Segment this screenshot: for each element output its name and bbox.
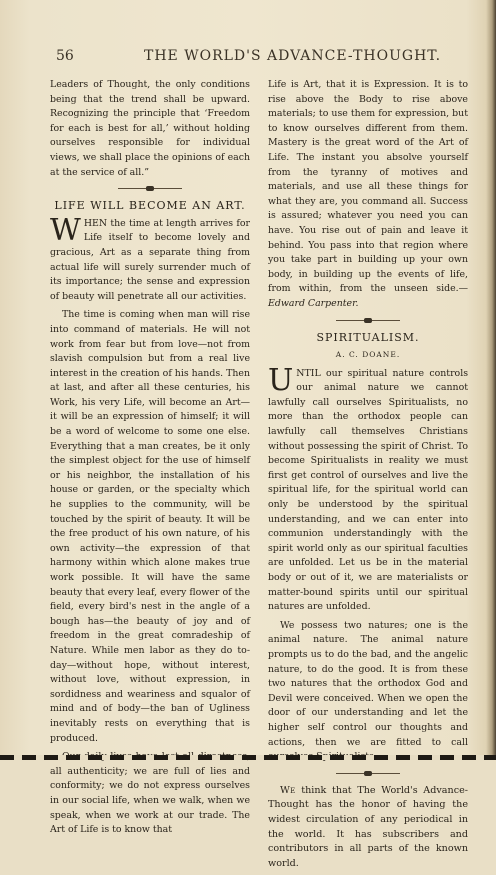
- section-divider: [336, 773, 400, 774]
- closing-note: [268, 784, 468, 872]
- page-edge-shadow: [486, 0, 496, 760]
- spiritualism-paragraph-1: [268, 362, 468, 615]
- section-divider: [118, 188, 182, 189]
- art-paragraph-1-text: HEN the time at length arrives for Life itself to become lovely and gracious, Art as a separate thing from actual life will surely surrender much of its importance; the sense and expression of beauty will penetrate all our activities.: [50, 217, 250, 302]
- art-paragraph-2: The time is coming when man will rise into command of materials. He will not work from fear but from love—not from slavish compulsion but from a real live interest in the creation of his hands. Then at last, and after all these centuries, his Work, his very Life, will become an Art—it will be an expression of himself; it will be a word of welcome to some one else. Everything that a man creates, be it only the simplest object for the use of himself or his neighbor, the installation of his house or garden, or the specialty which he supplies to the community, will be touched by the spirit of beauty. It will be the free product of his own nature, of his own activity—the expression of that harmony within which alone makes true work possible. It will have the same beauty that every leaf, every flower of the field, every bird's nest in the angle of a bough has—the beauty of joy and of freedom in the great comradeship of Nature. While men labor as they do to-day—without hope, without interest, without love, without expression, in sordidness and weariness and squalor of mind and of body—the ban of Ugliness inevitably rests on everything that is produced.: [50, 309, 250, 744]
- intro-paragraph: Leaders of Thought, the only conditions being that the trend shall be upward. Recognizing the principle that ‘Freedom for each is best for all,’ without holding ourselves responsible for individual views, we shall place the opinions of each at the service of all.”: [50, 79, 250, 178]
- spiritualism-paragraph-1-text: NTIL our spiritual nature controls our animal nature we cannot lawfully call ourselves Spiritualists, no more than the orthodox people can lawfully call themselves Christians without possessing the spirit of Christ. To become Spiritualists in reality we must first get control of ourselves and live the spiritual life, for the spiritual world can only be understood by the spiritual understanding, and we can enter into communion understandingly with the spirit world only as our spiritual faculties are unfolded. Let us be in the material body or out of it, we are materialists or matter-bound spirits until our spiritual natures are unfolded.: [268, 367, 468, 613]
- art-author: Edward Carpenter.: [268, 297, 359, 309]
- spiritualism-dropcap: U: [268, 362, 294, 398]
- art-dropcap: W: [50, 212, 81, 248]
- art-paragraph-3: all authenticity; we are full of lies and conformity; we do not express ourselves in our social life, when we walk, when we speak, when we work at our trade. The Art of Life is to know that: [50, 765, 250, 836]
- scan-bottom-edge: [0, 755, 496, 760]
- spiritualism-byline: A. C. DOANE.: [335, 350, 401, 360]
- page-number: 56: [56, 48, 74, 64]
- left-column: [50, 78, 250, 842]
- closing-lead: We: [280, 784, 296, 796]
- art-paragraph-1: [50, 212, 250, 305]
- page-header: [50, 46, 470, 68]
- closing-text: think that The World's Advance-Thought has the honor of having the widest circulation of any periodical in the world. It has subscribers and contributors in all parts of the known world.: [268, 784, 468, 869]
- spiritualism-paragraph-2: We possess two natures; one is the animal nature. The animal nature prompts us to do the bad, and the angelic nature, to do the good. It is from these two natures that the orthodox God and Devil were conceived. When we open the door of our understanding and let the higher self control our thoughts and actions, then we are fitted to call: [268, 619, 468, 748]
- art-paragraph-4: [268, 78, 468, 312]
- spiritualism-heading: SPIRITUALISM.: [316, 330, 420, 344]
- running-title: THE WORLD'S ADVANCE-THOUGHT.: [144, 48, 442, 64]
- section-divider: [336, 320, 400, 321]
- art-paragraph-4-text: Life is Art, that it is Expression. It is to rise above the Body to rise above materials; to use them for expression, but to know ourselves different from them. Mastery is the great word of the Art of Life. The instant you absolve yourself from the tyranny of motives and materials, and use all these things for what they are, you command all. Success is assured; whatever you need you can have. You rise out of pain and leave it behind. You pass into that region where you take part in building up your own body, in building up the events of life, from within, from the unseen side.—: [268, 79, 468, 295]
- art-heading: LIFE WILL BECOME AN ART.: [54, 199, 246, 213]
